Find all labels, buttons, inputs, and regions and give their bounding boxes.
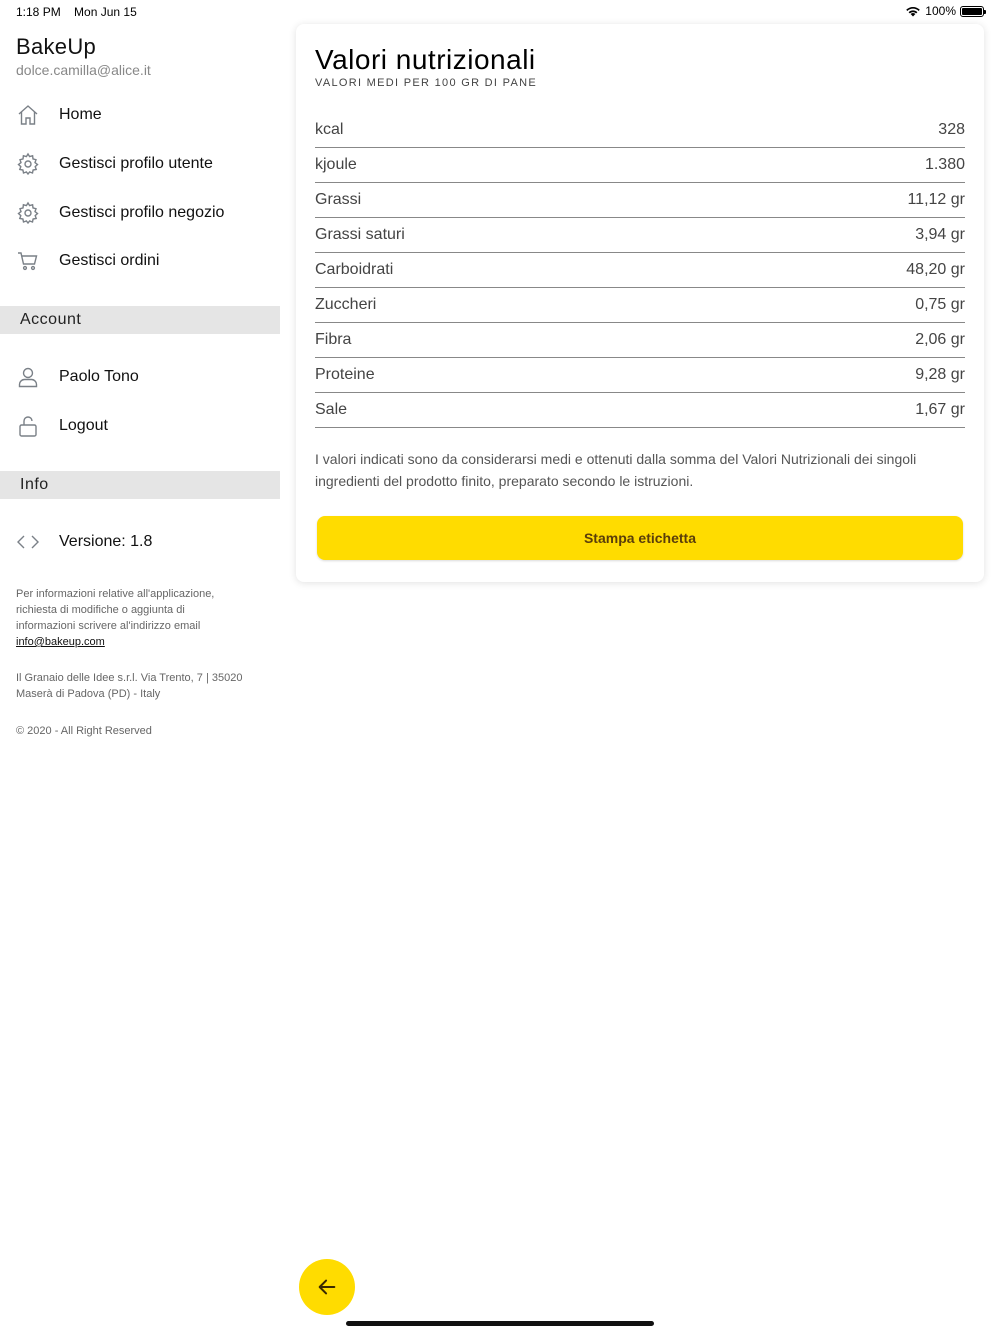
sidebar-item-shop-profile[interactable] — [0, 193, 280, 233]
nutrient-value: 2,06 gr — [915, 331, 965, 348]
nutrient-name: Carboidrati — [315, 261, 394, 278]
sidebar-item-version — [0, 522, 280, 562]
page-subtitle: VALORI MEDI PER 100 GR DI PANE — [315, 77, 537, 89]
sidebar-item-label: Gestisci profilo negozio — [59, 204, 225, 221]
table-row — [315, 253, 965, 288]
nutrient-value: 328 — [938, 121, 965, 138]
nutrient-name: Proteine — [315, 366, 375, 383]
info-text — [16, 586, 246, 650]
version-label: Versione: 1.8 — [59, 533, 153, 550]
app-title: BakeUp — [16, 34, 97, 59]
battery-percent: 100% — [925, 4, 956, 18]
nutrient-name: kjoule — [315, 156, 357, 173]
sidebar-item-user[interactable] — [0, 357, 280, 397]
home-icon — [16, 103, 40, 127]
status-date: Mon Jun 15 — [74, 5, 137, 19]
gear-icon — [16, 152, 40, 176]
copyright: © 2020 - All Right Reserved — [16, 725, 152, 737]
nutrition-card — [296, 24, 984, 582]
sidebar-item-label: Gestisci ordini — [59, 252, 160, 269]
sidebar-item-orders[interactable] — [0, 241, 280, 281]
sidebar-item-label: Home — [59, 106, 102, 123]
nutrient-value: 1,67 gr — [915, 401, 965, 418]
nutrient-name: Zuccheri — [315, 296, 377, 313]
unlock-icon — [16, 414, 40, 438]
nutrient-value: 3,94 gr — [915, 226, 965, 243]
nutrient-value: 0,75 gr — [915, 296, 965, 313]
status-time: 1:18 PM — [16, 5, 61, 19]
table-row — [315, 323, 965, 358]
company-address: Il Granaio delle Idee s.r.l. Via Trento, 7 | 35020 Maserà di Padova (PD) - Italy — [16, 672, 243, 700]
print-label-button[interactable]: Stampa etichetta — [317, 516, 963, 560]
gear-icon — [16, 201, 40, 225]
nutrition-table — [315, 113, 965, 428]
table-row — [315, 113, 965, 148]
table-row — [315, 218, 965, 253]
sidebar-item-label: Logout — [59, 417, 108, 434]
sidebar-item-label: Paolo Tono — [59, 368, 139, 385]
disclaimer-text: I valori indicati sono da considerarsi medi e ottenuti dalla somma del Valori Nutrizionali dei singoli ingredienti del prodotto finito, preparato secondo le istruzioni. — [315, 451, 917, 489]
sidebar-item-user-profile[interactable] — [0, 144, 280, 184]
nutrient-name: Grassi — [315, 191, 362, 208]
battery-icon — [960, 6, 984, 17]
nutrient-name: Sale — [315, 401, 348, 418]
code-icon — [16, 530, 40, 554]
status-right — [905, 4, 984, 18]
table-row — [315, 288, 965, 323]
wifi-icon — [905, 5, 921, 17]
user-icon — [16, 365, 40, 389]
section-header-info: Info — [0, 471, 280, 499]
nutrient-name: Grassi saturi — [315, 226, 405, 243]
section-header-account: Account — [0, 306, 280, 334]
nutrient-value: 11,12 gr — [907, 191, 965, 208]
nutrient-value: 48,20 gr — [906, 261, 965, 278]
table-row — [315, 148, 965, 183]
nutrient-value: 1.380 — [924, 156, 965, 173]
nutrient-value: 9,28 gr — [915, 366, 965, 383]
nutrient-name: Fibra — [315, 331, 352, 348]
status-left — [16, 5, 147, 19]
table-row — [315, 393, 965, 428]
info-email-link[interactable]: info@bakeup.com — [16, 636, 105, 648]
sidebar-item-label: Gestisci profilo utente — [59, 155, 213, 172]
table-row — [315, 183, 965, 218]
arrow-left-icon — [316, 1276, 338, 1298]
page-title: Valori nutrizionali — [315, 44, 536, 75]
table-row — [315, 358, 965, 393]
sidebar-item-logout[interactable] — [0, 406, 280, 446]
cart-icon — [16, 249, 40, 273]
back-button[interactable] — [299, 1259, 355, 1315]
home-indicator[interactable] — [346, 1321, 654, 1326]
nutrient-name: kcal — [315, 121, 344, 138]
sidebar — [0, 24, 280, 1334]
info-text-body: Per informazioni relative all'applicazione, richiesta di modifiche o aggiunta di informazioni scrivere al'indirizzo email — [16, 588, 215, 632]
status-bar — [0, 0, 1000, 24]
user-email: dolce.camilla@alice.it — [16, 62, 151, 78]
sidebar-item-home[interactable] — [0, 95, 280, 135]
